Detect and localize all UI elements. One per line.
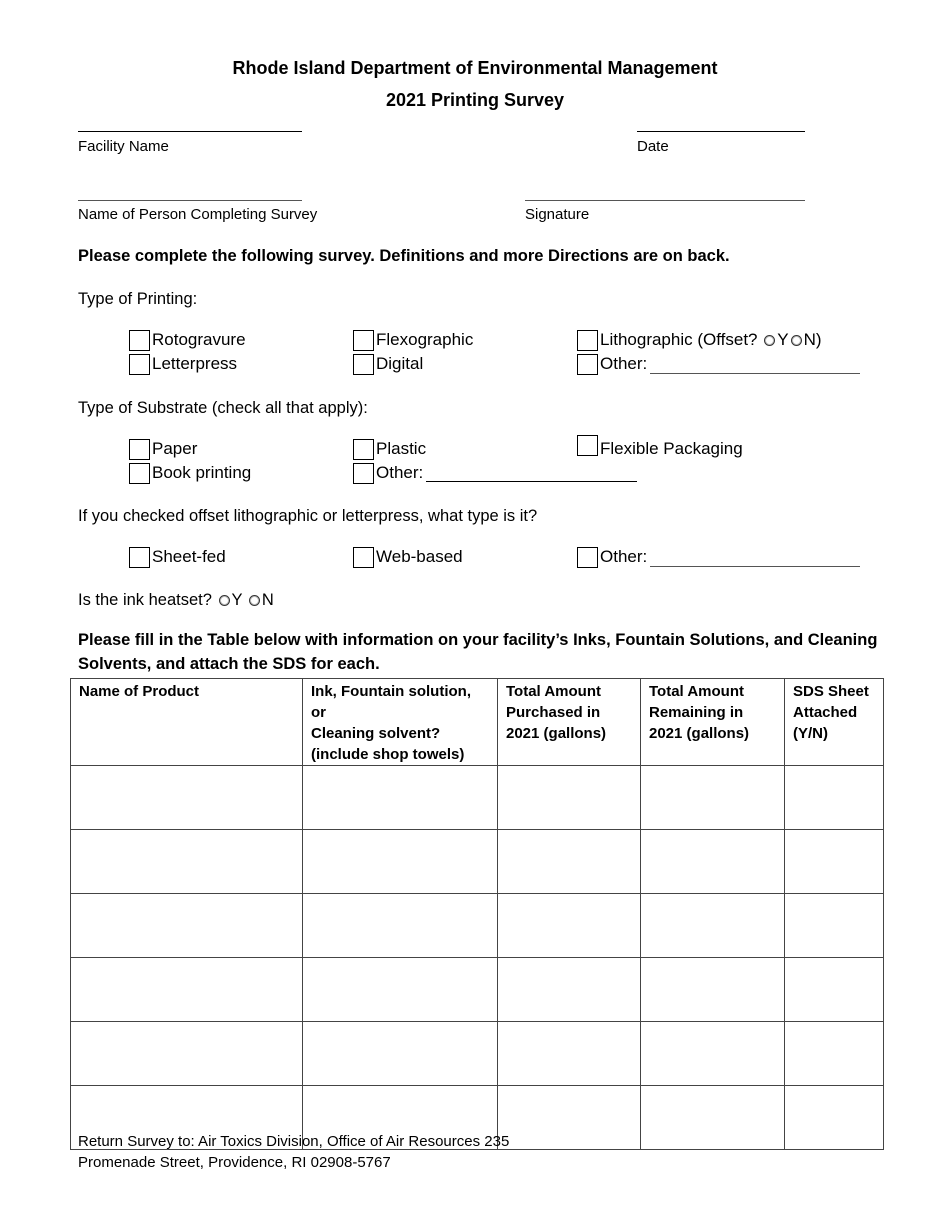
rotogravure-label: Rotogravure (152, 330, 246, 349)
letterpress-label: Letterpress (152, 354, 238, 373)
header-amount-remaining: Total Amount Remaining in 2021 (gallons) (641, 679, 785, 766)
header-product-type: Ink, Fountain solution, or Cleaning solvent? (include shop towels) (303, 679, 498, 766)
book-printing-checkbox[interactable] (129, 463, 150, 484)
lithographic-no-label: N) (803, 330, 822, 349)
person-name-field[interactable] (78, 200, 302, 201)
amount-purchased-cell[interactable] (498, 894, 641, 958)
amount-remaining-cell[interactable] (641, 766, 785, 830)
department-title: Rhode Island Department of Environmental Management (232, 58, 718, 78)
heatset-yes-label: Y (231, 591, 243, 609)
amount-remaining-cell[interactable] (641, 1086, 785, 1150)
heatset-no-radio[interactable] (249, 595, 260, 606)
sds-attached-cell[interactable] (785, 766, 884, 830)
product-type-cell[interactable] (303, 958, 498, 1022)
lithographic-option (600, 330, 822, 350)
footer-address-line1: Return Survey to: Air Toxics Division, Office of Air Resources 235 (78, 1133, 510, 1150)
table-row (71, 1022, 884, 1086)
printing-question: Type of Printing: (78, 290, 198, 308)
paper-checkbox[interactable] (129, 439, 150, 460)
product-type-cell[interactable] (303, 1022, 498, 1086)
web-based-label: Web-based (376, 547, 463, 566)
offset-other-label: Other: (600, 547, 648, 566)
date-label: Date (637, 138, 669, 155)
table-row (71, 766, 884, 830)
amount-remaining-cell[interactable] (641, 958, 785, 1022)
amount-remaining-cell[interactable] (641, 894, 785, 958)
sds-attached-cell[interactable] (785, 1086, 884, 1150)
flexographic-label: Flexographic (376, 330, 474, 349)
table-row (71, 830, 884, 894)
person-name-label: Name of Person Completing Survey (78, 206, 318, 223)
amount-purchased-cell[interactable] (498, 958, 641, 1022)
heatset-no-label: N (261, 591, 274, 609)
sheet-fed-label: Sheet-fed (152, 547, 226, 566)
header-amount-purchased: Total Amount Purchased in 2021 (gallons) (498, 679, 641, 766)
lithographic-yes-radio[interactable] (764, 335, 775, 346)
substrate-other-field[interactable] (426, 481, 637, 482)
plastic-checkbox[interactable] (353, 439, 374, 460)
footer-address-line2: Promenade Street, Providence, RI 02908-5767 (78, 1154, 391, 1171)
heatset-yes-radio[interactable] (219, 595, 230, 606)
amount-purchased-cell[interactable] (498, 766, 641, 830)
table-row (71, 958, 884, 1022)
digital-label: Digital (376, 354, 424, 373)
heatset-question: Is the ink heatset? (78, 591, 212, 609)
table-row (71, 894, 884, 958)
table-intro-line1: Please fill in the Table below with information on your facility’s Inks, Fountain Solutions, and Cleaning (78, 631, 878, 649)
book-printing-label: Book printing (152, 463, 252, 482)
date-field[interactable] (637, 131, 805, 132)
product-name-cell[interactable] (71, 766, 303, 830)
web-based-checkbox[interactable] (353, 547, 374, 568)
flexible-packaging-checkbox[interactable] (577, 435, 598, 456)
offset-other-checkbox[interactable] (577, 547, 598, 568)
digital-checkbox[interactable] (353, 354, 374, 375)
product-type-cell[interactable] (303, 894, 498, 958)
substrate-other-checkbox[interactable] (353, 463, 374, 484)
plastic-label: Plastic (376, 439, 427, 458)
flexographic-checkbox[interactable] (353, 330, 374, 351)
offset-type-question: If you checked offset lithographic or letterpress, what type is it? (78, 507, 538, 525)
product-name-cell[interactable] (71, 830, 303, 894)
table-intro-line2: Solvents, and attach the SDS for each. (78, 655, 380, 673)
product-name-cell[interactable] (71, 1022, 303, 1086)
sds-attached-cell[interactable] (785, 894, 884, 958)
heatset-question-row (78, 591, 274, 610)
printing-other-field[interactable] (650, 373, 860, 374)
product-name-cell[interactable] (71, 894, 303, 958)
facility-name-label: Facility Name (78, 138, 169, 155)
sds-attached-cell[interactable] (785, 1022, 884, 1086)
signature-field[interactable] (525, 200, 805, 201)
table-header-row (71, 679, 884, 766)
product-table (70, 678, 884, 1150)
product-name-cell[interactable] (71, 958, 303, 1022)
rotogravure-checkbox[interactable] (129, 330, 150, 351)
amount-remaining-cell[interactable] (641, 830, 785, 894)
lithographic-yes-label: Y (777, 330, 789, 349)
lithographic-label: Lithographic (Offset? (600, 330, 758, 349)
substrate-question: Type of Substrate (check all that apply): (78, 399, 368, 417)
letterpress-checkbox[interactable] (129, 354, 150, 375)
amount-remaining-cell[interactable] (641, 1022, 785, 1086)
printing-other-checkbox[interactable] (577, 354, 598, 375)
header-product-name: Name of Product (71, 679, 303, 766)
instructions: Please complete the following survey. Definitions and more Directions are on back. (78, 247, 730, 265)
amount-purchased-cell[interactable] (498, 830, 641, 894)
lithographic-no-radio[interactable] (791, 335, 802, 346)
product-type-cell[interactable] (303, 830, 498, 894)
facility-name-field[interactable] (78, 131, 302, 132)
header-sds-attached: SDS Sheet Attached (Y/N) (785, 679, 884, 766)
offset-other-field[interactable] (650, 566, 860, 567)
paper-label: Paper (152, 439, 198, 458)
survey-title: 2021 Printing Survey (385, 90, 565, 110)
amount-purchased-cell[interactable] (498, 1086, 641, 1150)
product-type-cell[interactable] (303, 766, 498, 830)
amount-purchased-cell[interactable] (498, 1022, 641, 1086)
lithographic-checkbox[interactable] (577, 330, 598, 351)
sheet-fed-checkbox[interactable] (129, 547, 150, 568)
flexible-packaging-label: Flexible Packaging (600, 439, 743, 458)
substrate-other-label: Other: (376, 463, 424, 482)
sds-attached-cell[interactable] (785, 958, 884, 1022)
printing-other-label: Other: (600, 354, 648, 373)
signature-label: Signature (525, 206, 590, 223)
sds-attached-cell[interactable] (785, 830, 884, 894)
